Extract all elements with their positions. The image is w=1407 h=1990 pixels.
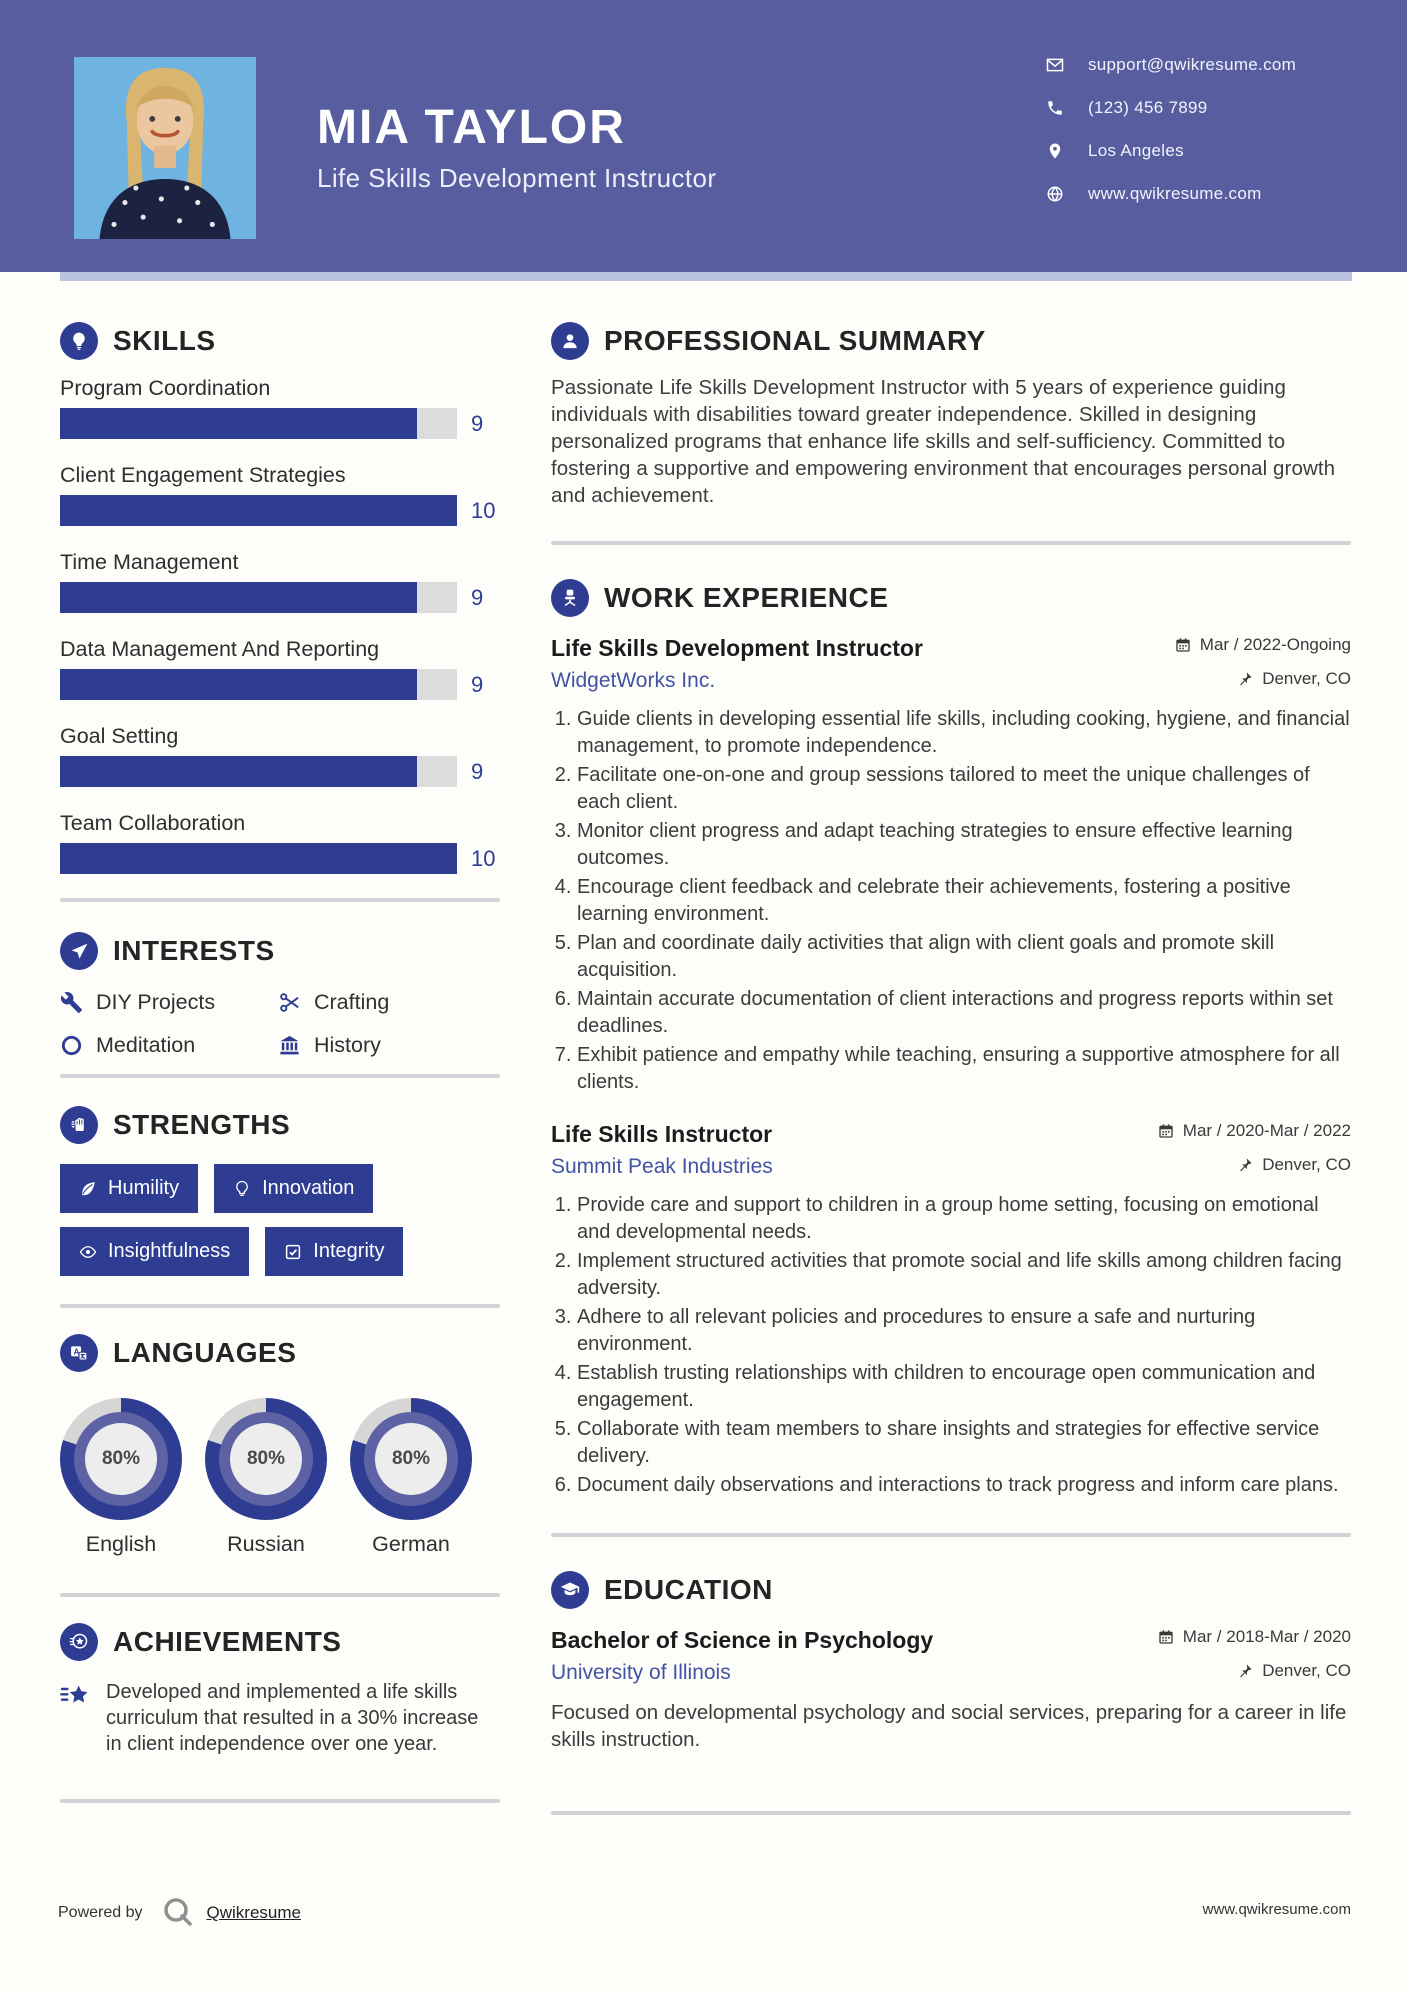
languages-title: LANGUAGES [113,1337,297,1368]
job-bullet: 7. Exhibit patience and empathy while teaching, ensuring a supportive atmosphere for all clients. [577,1042,1351,1095]
achievements-section-header [60,1623,500,1661]
profile-photo-image [74,57,256,239]
person-job-title: Life Skills Development Instructor [317,163,717,193]
job-bullet: 6. Maintain accurate documentation of client interactions and progress reports within set deadlines. [577,986,1351,1039]
school-link[interactable]: University of Illinois [551,1660,731,1684]
strengths-list [60,1164,500,1276]
contact-website[interactable] [1046,183,1296,205]
medal-star-icon [60,1623,98,1661]
language-item [350,1398,472,1557]
language-label: English [85,1532,157,1556]
strength-label: Integrity [313,1240,385,1262]
skill-name: Goal Setting [60,724,179,748]
interests-section-header [60,932,500,970]
divider [551,1533,1351,1537]
education-dates [1158,1627,1351,1647]
left-column [60,322,500,1803]
strength-label: Humility [108,1177,180,1199]
skills-title: SKILLS [113,325,216,356]
skill-score: 9 [471,758,484,784]
interest-item [60,990,278,1015]
interest-label: Meditation [96,1033,196,1057]
interests-title: INTERESTS [113,935,275,966]
experience-section-header [551,579,1351,617]
job-entry [551,635,1351,1095]
job-bullet-list [551,1192,1351,1499]
skill-name: Client Engagement Strategies [60,463,346,487]
strengths-title: STRENGTHS [113,1109,291,1140]
skill-score: 9 [471,671,484,697]
shooting-star-icon [60,1681,92,1713]
qwikresume-logo-icon [159,1896,195,1930]
divider [551,1811,1351,1815]
job-bullet-list [551,706,1351,1095]
interest-label: History [314,1033,381,1057]
globe-icon [1046,185,1064,203]
skill-bar [60,408,457,439]
calendar-icon [1158,1629,1174,1645]
language-label: Russian [227,1532,305,1556]
strength-label: Innovation [262,1177,355,1199]
job-bullet: 3. Monitor client progress and adapt teaching strategies to ensure effective learning outcomes. [577,818,1351,871]
circle-icon [60,1034,83,1057]
job-dates-text: Mar / 2020-Mar / 2022 [1182,1121,1351,1140]
translate-icon [60,1334,98,1372]
job-dates [1175,635,1351,655]
skill-item [60,376,500,439]
check-square-icon [284,1243,302,1261]
skill-score: 10 [471,497,496,523]
summary-section-header [551,322,1351,360]
svg-text:A: A [73,1347,80,1357]
interest-item [278,1033,500,1058]
skill-item [60,550,500,613]
education-entry [551,1627,1351,1753]
job-company-link[interactable]: WidgetWorks Inc. [551,669,716,692]
language-item [60,1398,182,1557]
user-icon [551,322,589,360]
pushpin-icon [1237,671,1253,687]
achievement-text: Developed and implemented a life skills curriculum that resulted in a 30% increase in client independence over one year. [106,1681,479,1755]
divider [60,1304,500,1308]
achievements-title: ACHIEVEMENTS [113,1626,342,1657]
skill-bar [60,756,457,787]
skill-name: Time Management [60,550,239,574]
language-percent: 80% [101,1448,141,1469]
language-item [205,1398,327,1557]
footer-brand [58,1896,301,1930]
skill-bar [60,582,457,613]
skill-bar [60,495,457,526]
language-label: German [372,1532,450,1556]
strength-chip [60,1227,249,1276]
education-title: EDUCATION [604,1573,773,1605]
contact-phone-text: (123) 456 7899 [1088,98,1208,117]
job-dates-text: Mar / 2022-Ongoing [1199,635,1351,654]
achievement-item [60,1679,500,1757]
profile-photo [74,57,256,239]
calendar-icon [1158,1123,1174,1139]
pushpin-icon [1237,1663,1253,1679]
education-location [1237,1661,1351,1681]
eye-icon [79,1243,97,1261]
job-bullet: 2. Implement structured activities that promote social and life skills among children facing adversity. [577,1248,1351,1301]
interest-label: DIY Projects [96,990,216,1014]
contact-block [1046,54,1296,226]
skill-item [60,724,500,787]
strength-chip [265,1227,403,1276]
museum-icon [278,1034,301,1057]
skill-name: Data Management And Reporting [60,637,380,661]
summary-text: Passionate Life Skills Development Instructor with 5 years of experience guiding individuals with disabilities toward greater independence. Skilled in designing personalized programs that enhance life skills and self-sufficiency. Committed to fostering a supportive and empowering environment that encourages personal growth and achievement. [551,376,1336,507]
skill-name: Program Coordination [60,376,271,400]
skill-score: 9 [471,410,484,436]
skills-section-header [60,322,500,360]
skill-name: Team Collaboration [60,811,246,835]
location-icon [1046,142,1064,160]
job-location-text: Denver, CO [1262,1155,1351,1174]
strengths-section-header [60,1106,500,1144]
contact-location [1046,140,1296,162]
job-bullet: 3. Adhere to all relevant policies and procedures to ensure a safe and nurturing environment. [577,1304,1351,1357]
skill-score: 10 [471,845,496,871]
phone-icon [1046,99,1064,117]
contact-website-text: www.qwikresume.com [1088,184,1262,203]
bulb-icon [233,1180,251,1198]
skill-score: 9 [471,584,484,610]
education-section-header [551,1571,1351,1609]
skill-item [60,463,500,526]
interest-label: Crafting [314,990,390,1014]
graduation-cap-icon [551,1571,589,1609]
skills-list [60,376,500,874]
job-location [1237,669,1351,689]
language-donut [60,1398,182,1520]
person-name: MIA TAYLOR [317,101,626,154]
contact-email-text: support@qwikresume.com [1088,55,1297,74]
skill-bar [60,843,457,874]
divider [60,898,500,902]
job-location-text: Denver, CO [1262,669,1351,688]
job-bullet: 1. Provide care and support to children in a group home setting, focusing on emotional and developmental needs. [577,1192,1351,1245]
qwikresume-link[interactable]: Qwikresume [206,1903,301,1922]
strength-chip [60,1164,198,1213]
education-location-text: Denver, CO [1262,1660,1351,1680]
skill-item [60,811,500,874]
job-bullet: 4. Encourage client feedback and celebrate their achievements, fostering a positive learning environment. [577,874,1351,927]
languages-section-header [60,1334,500,1372]
leaf-icon [79,1180,97,1198]
divider [551,541,1351,545]
job-title: Life Skills Development Instructor [551,635,923,661]
education-dates-text: Mar / 2018-Mar / 2020 [1182,1626,1351,1646]
calendar-icon [1175,637,1191,653]
divider [60,1593,500,1597]
job-dates [1158,1121,1351,1141]
job-company-link[interactable]: Summit Peak Industries [551,1155,773,1178]
job-bullet: 4. Establish trusting relationships with children to encourage open communication and engagement. [577,1360,1351,1413]
language-percent: 80% [246,1448,286,1469]
interest-item [278,990,500,1015]
job-bullet: 5. Plan and coordinate daily activities that align with client goals and promote skill acquisition. [577,930,1351,983]
right-column [551,322,1351,1815]
skill-item [60,637,500,700]
summary-title: PROFESSIONAL SUMMARY [604,325,986,356]
paper-plane-icon [60,932,98,970]
degree-title: Bachelor of Science in Psychology [551,1626,934,1653]
pushpin-icon [1237,1157,1253,1173]
wrench-icon [60,991,83,1014]
job-location [1237,1155,1351,1175]
job-bullet: 6. Document daily observations and interactions to track progress and inform care plans. [577,1472,1351,1499]
strength-chip [214,1164,373,1213]
education-description: Focused on developmental psychology and social services, preparing for a career in life skills instruction. [551,1700,1347,1751]
skill-bar [60,669,457,700]
languages-list [60,1398,472,1557]
contact-email[interactable] [1046,54,1296,76]
job-bullet: 5. Collaborate with team members to share insights and strategies for effective service delivery. [577,1416,1351,1469]
powered-by-label: Powered by [58,1904,143,1921]
language-donut [205,1398,327,1520]
job-bullet: 2. Facilitate one-on-one and group sessions tailored to meet the unique challenges of each client. [577,762,1351,815]
divider [60,1799,500,1803]
job-title: Life Skills Instructor [551,1121,773,1147]
contact-phone[interactable] [1046,97,1296,119]
office-chair-icon [551,579,589,617]
header [0,0,1407,272]
job-entry [551,1121,1351,1499]
experience-title: WORK EXPERIENCE [604,582,889,613]
interests-list [60,990,500,1058]
divider [60,1074,500,1078]
footer-url: www.qwikresume.com [1202,1901,1351,1918]
lightbulb-icon [60,322,98,360]
envelope-icon [1046,56,1064,74]
language-percent: 80% [391,1448,431,1469]
contact-location-text: Los Angeles [1088,141,1184,160]
strength-label: Insightfulness [108,1240,231,1262]
header-shadow [60,272,1352,281]
job-bullet: 1. Guide clients in developing essential life skills, including cooking, hygiene, and financial management, to promote independence. [577,706,1351,759]
fist-icon [60,1106,98,1144]
scissors-icon [278,991,301,1014]
language-donut [350,1398,472,1520]
interest-item [60,1033,278,1058]
